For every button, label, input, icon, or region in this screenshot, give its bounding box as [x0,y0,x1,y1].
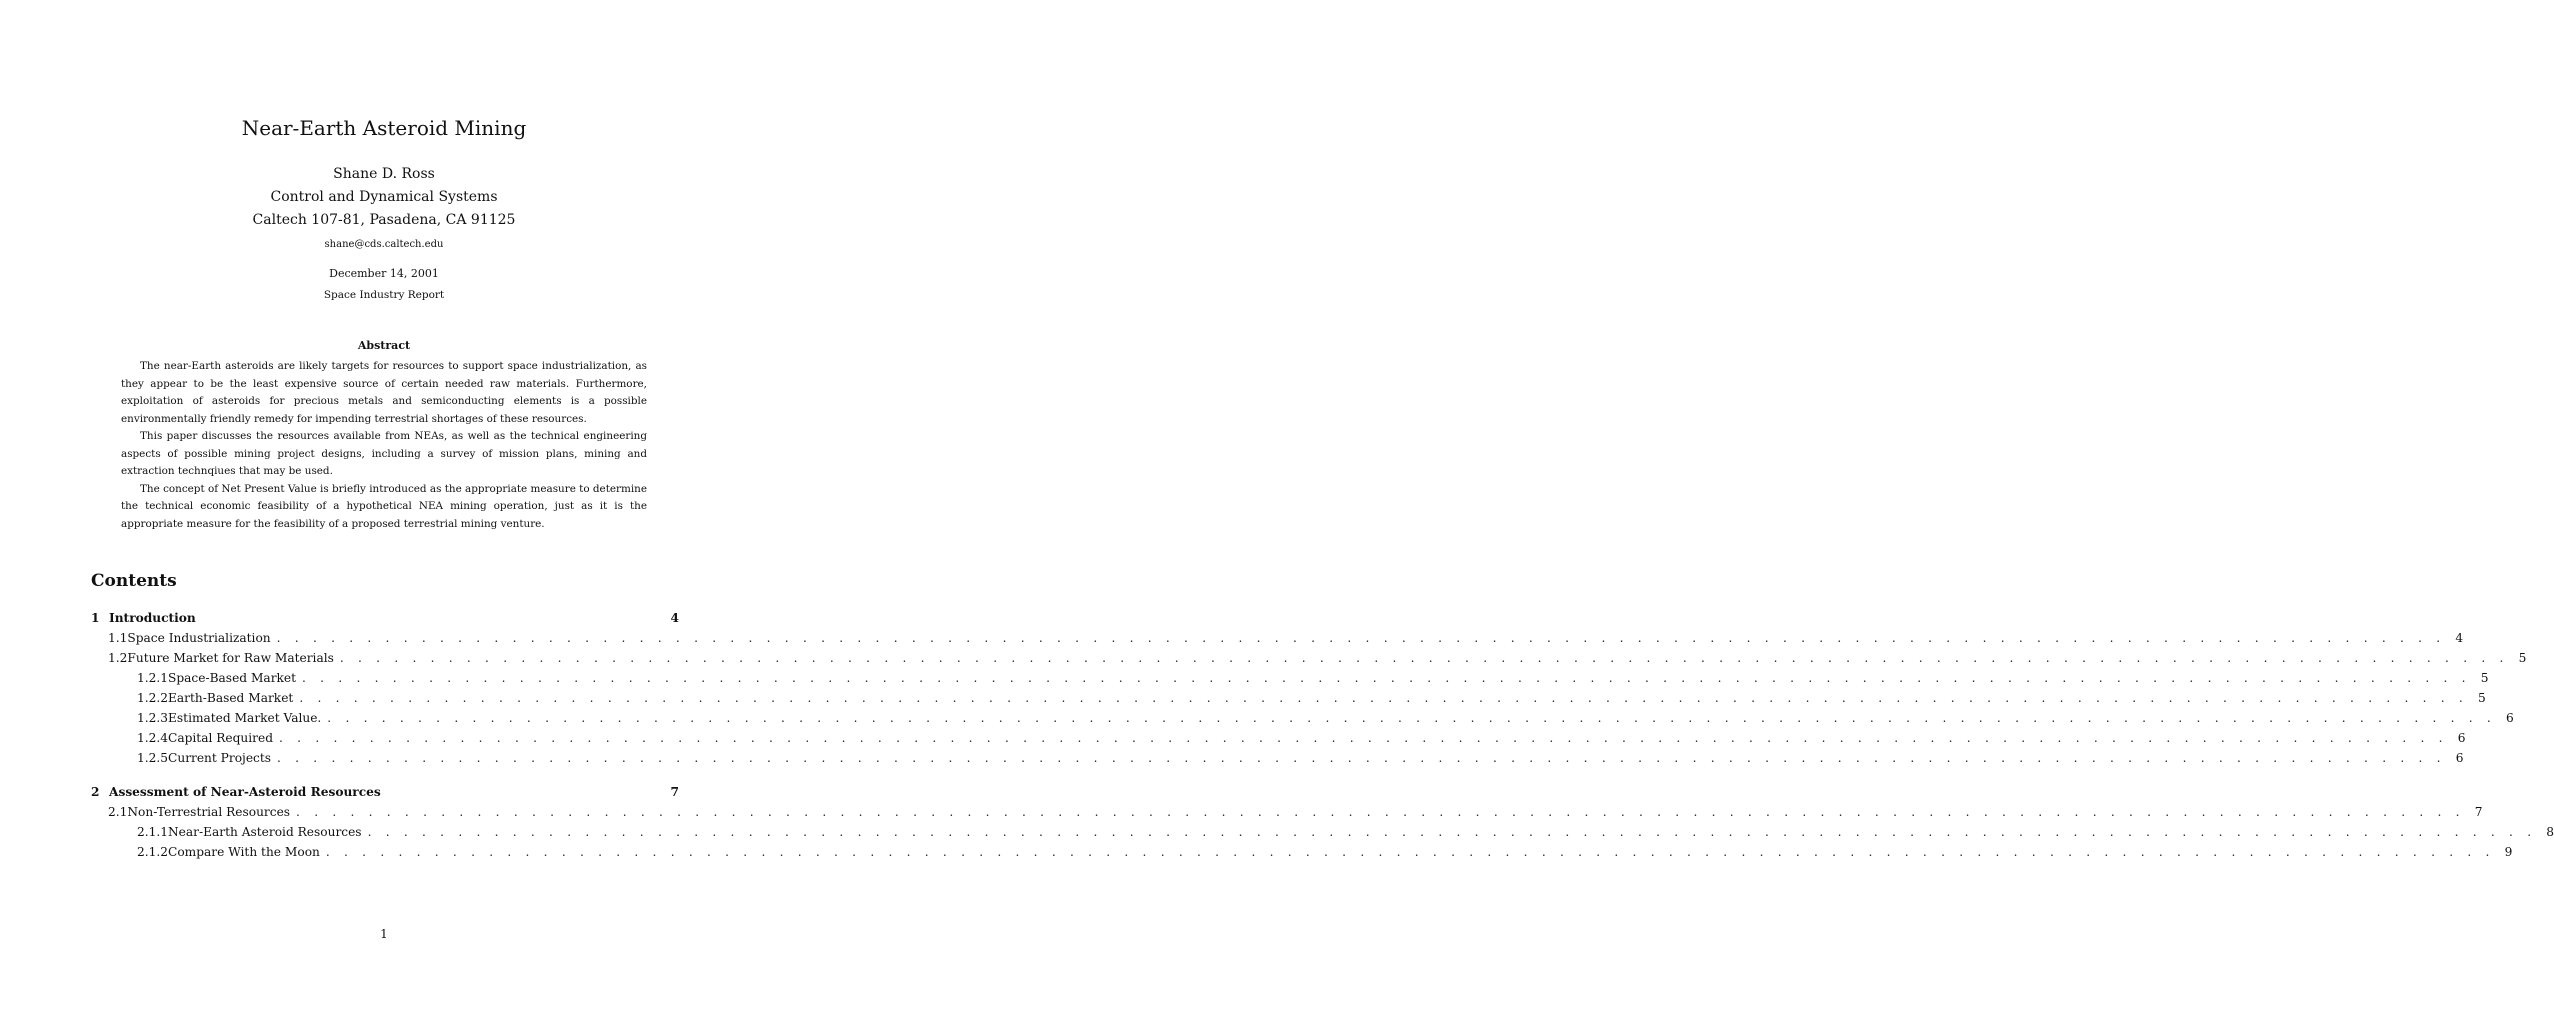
toc-entry-number: 2.1.2 [137,845,169,859]
toc-entry-number: 1.2.4 [137,731,169,745]
toc-entry-page: 7 [670,785,679,799]
toc-entry-number: 1.2 [108,651,128,665]
toc-dot-leader: . . . . . . . . . . . . . . . . . . . . . . . . . . . . . . . . . . . . . . . . . . . . . . . . . . . . . . . . . . . . . . . . . . . . . . . . . . . . . . . . . . . . . . . . . . . . . . . . . . . . . . . . . . . . . . . . . . . . . . . . [299,691,2469,705]
toc-entry-page: 6 [2506,711,2514,725]
author-address: Caltech 107-81, Pasadena, CA 91125 [252,212,516,228]
toc-entry-label: Space-Based Market [168,671,297,685]
toc-entry-page: 6 [2455,751,2464,765]
toc-entry-number: 2.1.1 [137,825,169,839]
contents-heading: Contents [91,571,177,591]
toc-entry-page: 5 [2480,671,2489,685]
toc-entry-number: 1.2.3 [137,711,169,725]
toc-entry-number: 2.1 [108,805,128,819]
toc-dot-leader: . . . . . . . . . . . . . . . . . . . . . . . . . . . . . . . . . . . . . . . . . . . . . . . . . . . . . . . . . . . . . . . . . . . . . . . . . . . . . . . . . . . . . . . . . . . . . . . . . . . . . . . . . . . . . . . . . . . . . . . . [325,845,2495,859]
paper-title: Near-Earth Asteroid Mining [241,116,527,140]
abstract-body [121,358,647,533]
toc-entry-label: Compare With the Moon [168,845,320,859]
toc-entry-label: Space Industrialization [127,631,271,645]
toc-dot-leader: . . . . . . . . . . . . . . . . . . . . . . . . . . . . . . . . . . . . . . . . . . . . . . . . . . . . . . . . . . . . . . . . . . . . . . . . . . . . . . . . . . . . . . . . . . . . . . . . . . . . . . . . . . . . . . . . . . . . . . . . [276,631,2446,645]
toc-entry-number: 1 [91,611,100,625]
toc-dot-leader: . . . . . . . . . . . . . . . . . . . . . . . . . . . . . . . . . . . . . . . . . . . . . . . . . . . . . . . . . . . . . . . . . . . . . . . . . . . . . . . . . . . . . . . . . . . . . . . . . . . . . . . . . . . . . . . . . . . . . . . . [277,751,2446,765]
toc-entry[interactable] [0,608,768,628]
toc-entry-label: Estimated Market Value. [168,711,322,725]
toc-entry-page: 4 [2455,631,2464,645]
toc-entry-label: Future Market for Raw Materials [127,651,334,665]
toc-entry[interactable] [0,648,2527,668]
toc-entry[interactable] [0,628,2464,648]
toc-entry[interactable] [0,728,2466,748]
toc-entry-page: 5 [2478,691,2486,705]
toc-dot-leader: . . . . . . . . . . . . . . . . . . . . . . . . . . . . . . . . . . . . . . . . . . . . . . . . . . . . . . . . . . . . . . . . . . . . . . . . . . . . . . . . . . . . . . . . . . . . . . . . . . . . . . . . . . . . . . . . . . . . . . . . [296,805,2465,819]
toc-dot-leader: . . . . . . . . . . . . . . . . . . . . . . . . . . . . . . . . . . . . . . . . . . . . . . . . . . . . . . . . . . . . . . . . . . . . . . . . . . . . . . . . . . . . . . . . . . . . . . . . . . . . . . . . . . . . . . . . . . . . . . . . [327,711,2496,725]
toc-entry-page: 8 [2546,825,2554,839]
toc-entry[interactable] [0,748,2464,768]
author-email: shane@cds.caltech.edu [324,239,444,250]
toc-entry-label: Non-Terrestrial Resources [127,805,291,819]
abstract-paragraph: The concept of Net Present Value is briefly introduced as the appropriate measure to determine the technical economic feasibility of a hypothetical NEA mining operation, just as it is the appropriate measure for the feasibility of a proposed terrestrial mining venture. [121,482,647,530]
toc-entry-page: 5 [2518,651,2527,665]
toc-dot-leader: . . . . . . . . . . . . . . . . . . . . . . . . . . . . . . . . . . . . . . . . . . . . . . . . . . . . . . . . . . . . . . . . . . . . . . . . . . . . . . . . . . . . . . . . . . . . . . . . . . . . . . . . . . . . . . . . . . . . . . . . [339,651,2509,665]
toc-entry-number: 1.2.5 [137,751,169,765]
toc-dot-leader: . . . . . . . . . . . . . . . . . . . . . . . . . . . . . . . . . . . . . . . . . . . . . . . . . . . . . . . . . . . . . . . . . . . . . . . . . . . . . . . . . . . . . . . . . . . . . . . . . . . . . . . . . . . . . . . . . . . . . . . . [367,825,2537,839]
table-of-contents [0,608,2554,862]
paper-date: December 14, 2001 [329,267,439,280]
page-number: 1 [380,927,388,941]
toc-entry-label: Introduction [109,611,196,625]
toc-dot-leader: . . . . . . . . . . . . . . . . . . . . . . . . . . . . . . . . . . . . . . . . . . . . . . . . . . . . . . . . . . . . . . . . . . . . . . . . . . . . . . . . . . . . . . . . . . . . . . . . . . . . . . . . . . . . . . . . . . . . . . . . [302,671,2471,685]
toc-entry[interactable] [0,822,2554,842]
abstract-paragraph: The near-Earth asteroids are likely targets for resources to support space industrialization, as they appear to be the least expensive source of certain needed raw materials. Furthermore, exploitation of asteroids for precious metals and semiconducting elements is a possible environmentally friendly remedy for impending terrestrial shortages of these resources. [121,360,647,425]
toc-entry-label: Earth-Based Market [168,691,294,705]
abstract-heading: Abstract [357,339,411,352]
toc-entry-page: 6 [2457,731,2466,745]
toc-entry[interactable] [0,708,2514,728]
toc-entry-number: 1.2.1 [137,671,169,685]
abstract-paragraph: This paper discusses the resources available from NEAs, as well as the technical engineering aspects of possible mining project designs, including a survey of mission plans, mining and extraction technqiues that may be used. [121,430,647,477]
toc-entry-label: Current Projects [168,751,272,765]
report-type: Space Industry Report [323,289,445,301]
toc-entry-label: Near-Earth Asteroid Resources [168,825,362,839]
author-affiliation: Control and Dynamical Systems [270,189,498,205]
toc-entry[interactable] [0,688,2486,708]
toc-entry-page: 9 [2504,845,2513,859]
toc-entry-label: Capital Required [168,731,274,745]
toc-entry[interactable] [0,668,2489,688]
toc-entry[interactable] [0,782,768,802]
toc-entry-number: 1.1 [108,631,128,645]
toc-entry-page: 7 [2474,805,2483,819]
toc-entry-number: 1.2.2 [137,691,169,705]
author-name: Shane D. Ross [333,166,435,182]
toc-dot-leader: . . . . . . . . . . . . . . . . . . . . . . . . . . . . . . . . . . . . . . . . . . . . . . . . . . . . . . . . . . . . . . . . . . . . . . . . . . . . . . . . . . . . . . . . . . . . . . . . . . . . . . . . . . . . . . . . . . . . . . . . [279,731,2448,745]
toc-entry[interactable] [0,842,2513,862]
toc-entry-label: Assessment of Near-Asteroid Resources [109,785,381,799]
toc-entry-number: 2 [91,785,100,799]
toc-section-gap [0,768,768,782]
toc-entry[interactable] [0,802,2483,822]
toc-entry-page: 4 [670,611,679,625]
